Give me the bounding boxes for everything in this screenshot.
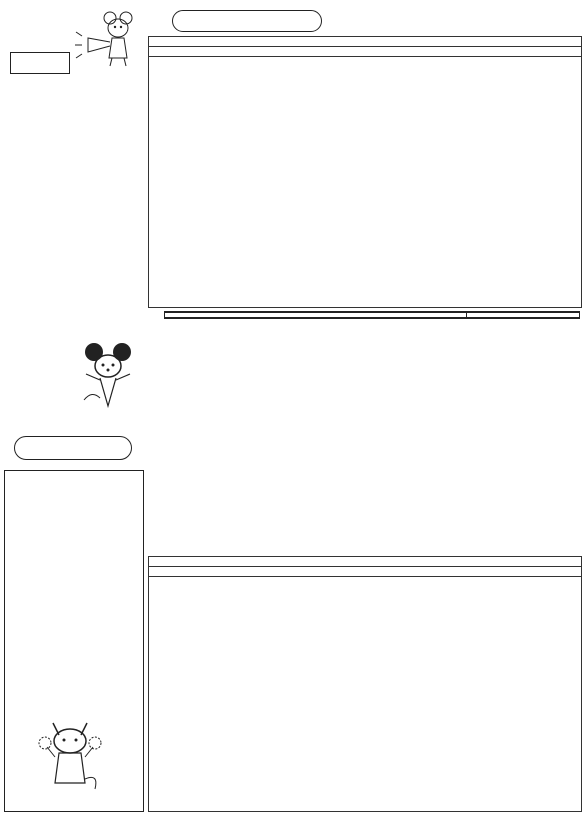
seminar-topic (251, 313, 467, 317)
study-schedule-table (164, 311, 580, 319)
table-row-seminar (165, 313, 579, 318)
calendar-january (148, 36, 582, 308)
staff-intro-box (4, 470, 144, 812)
calendar-february (148, 556, 582, 812)
calendar-header (149, 557, 581, 567)
cat-illustration (35, 713, 105, 795)
notice-heading (10, 52, 70, 74)
calendar-header (149, 37, 581, 47)
mouse-megaphone-illustration (74, 8, 144, 68)
weekday-row (149, 567, 581, 577)
calendar-title (172, 10, 322, 32)
calendar-grid (149, 577, 581, 811)
staff-heading (14, 436, 132, 460)
weekday-row (149, 47, 581, 57)
calendar-grid (149, 57, 581, 307)
left-column (0, 0, 146, 816)
mouse-illustration (78, 340, 138, 410)
